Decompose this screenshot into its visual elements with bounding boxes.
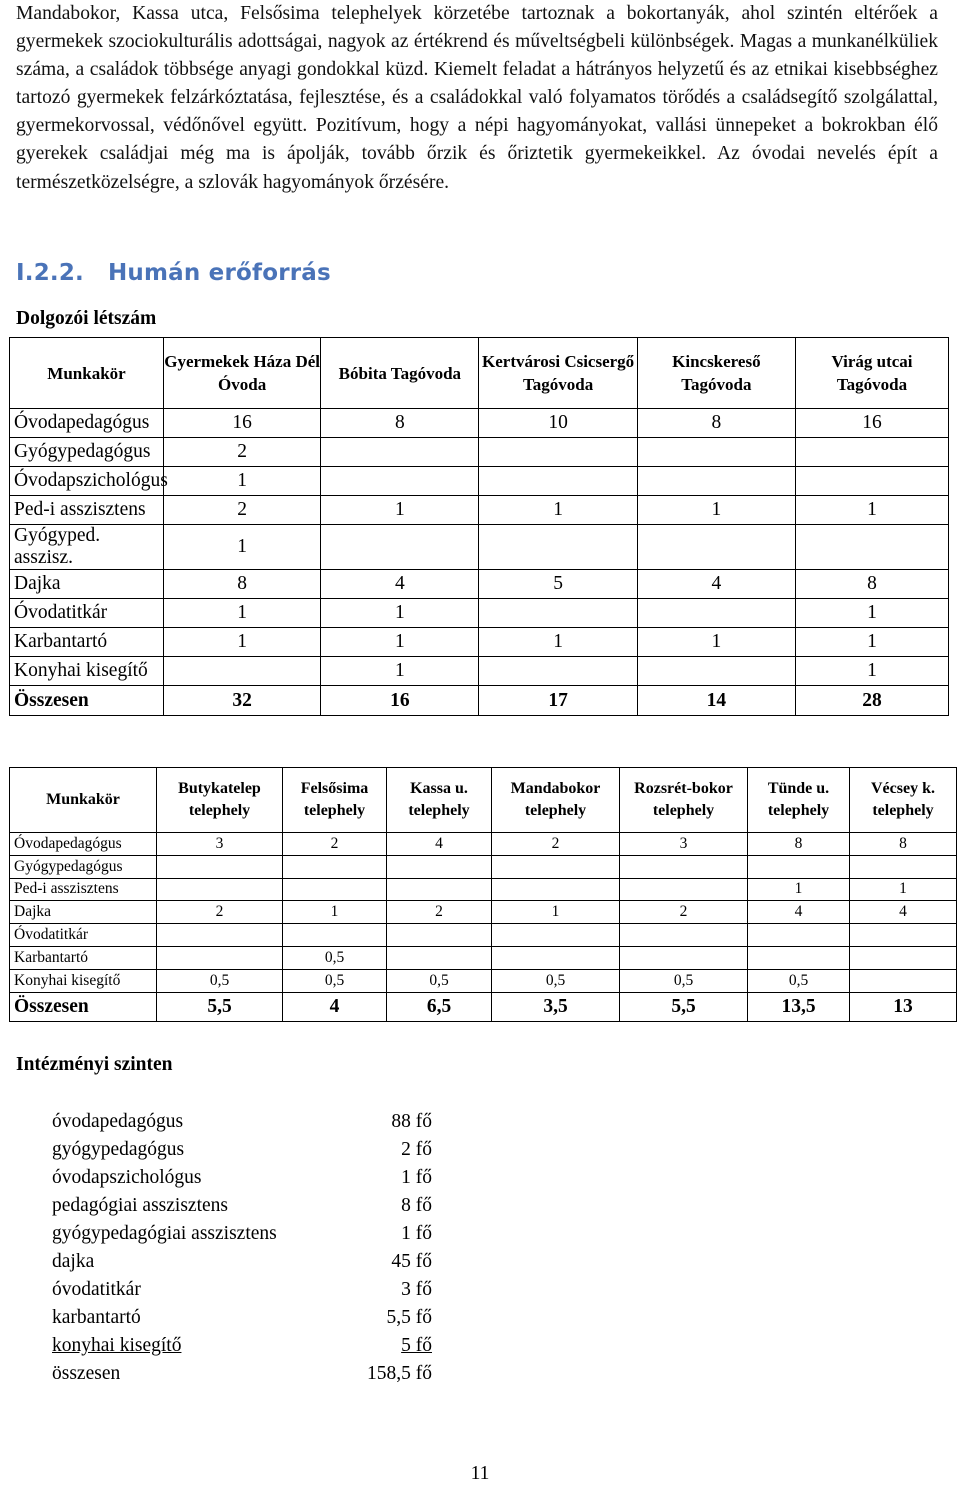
total-cell: 13,5 — [748, 992, 850, 1021]
table-cell: 1 — [164, 467, 321, 496]
table-cell — [637, 467, 795, 496]
table-cell: 8 — [637, 409, 795, 438]
table-cell — [795, 525, 948, 570]
total-cell: 4 — [283, 992, 387, 1021]
item-value: 3 fő — [401, 1279, 432, 1300]
table-row — [10, 438, 949, 467]
table-header-cell: Gyermekek Háza Dél Óvoda — [164, 338, 321, 409]
table-cell: 2 — [164, 496, 321, 525]
table-row — [10, 525, 949, 570]
table-cell — [492, 878, 620, 901]
table-row — [10, 855, 957, 878]
table-cell — [157, 946, 283, 969]
table-row — [10, 467, 949, 496]
table-header-cell: Kincskereső Tagóvoda — [637, 338, 795, 409]
table-cell — [850, 855, 957, 878]
staff-table-sites — [9, 767, 957, 1022]
table-row — [10, 833, 957, 856]
table-cell: 4 — [748, 901, 850, 924]
item-value: 1 fő — [401, 1167, 432, 1188]
table-header-cell: Rozsrét-bokor telephely — [620, 768, 748, 833]
item-label: gyógypedagógiai asszisztens — [52, 1223, 277, 1244]
table-header-cell: Vécsey k. telephely — [850, 768, 957, 833]
row-label: Gyógypedagógus — [10, 438, 164, 467]
table-cell: 4 — [321, 570, 479, 599]
total-cell: 17 — [479, 686, 637, 716]
table-cell — [748, 924, 850, 947]
row-label: Ped-i asszisztens — [10, 878, 157, 901]
table-cell: 16 — [164, 409, 321, 438]
item-value: 158,5 fő — [367, 1363, 432, 1384]
table-header-row — [10, 768, 957, 833]
table-cell: 1 — [637, 628, 795, 657]
row-label: Konyhai kisegítő — [10, 969, 157, 992]
row-label: Óvodapedagógus — [10, 833, 157, 856]
table-header-cell: Bóbita Tagóvoda — [321, 338, 479, 409]
item-label: konyhai kisegítő — [52, 1335, 182, 1356]
intro-paragraph: Mandabokor, Kassa utca, Felsősima telephelyek körzetébe tartoznak a bokortanyák, ahol szintén eltérőek a gyermekek szociokulturális adottságai, nagyok az értékrend és műveltségbeli különbségek. Magas a munkanélküliek száma, a családok többsége anyagi gondokkal küzd. Kiemelt feladat a hátrányos helyzetű és az etnikai kisebbséghez tartozó gyermekek felzárkóztatása, fejlesztése, és a családokkal való folyamatos törődés a családsegítő szolgálattal, gyermekorvossal, védőnővel együtt. Pozitívum, hogy a népi hagyományokat, vallási ünnepeket a bokrokban élő gyerekek családjai még ma is ápolják, tovább őrzik és őriztetik gyermekeikkel. Az óvodai nevelés épít a természetközelségre, a szlovák hagyományok őrzésére. — [16, 3, 938, 193]
total-cell: 13 — [850, 992, 957, 1021]
row-label: Gyógypedagógus — [10, 855, 157, 878]
row-label: Gyógyped. asszisz. — [10, 525, 164, 570]
total-cell: 5,5 — [620, 992, 748, 1021]
table-cell: 8 — [164, 570, 321, 599]
table-cell — [850, 924, 957, 947]
total-cell: 5,5 — [157, 992, 283, 1021]
row-label: Óvodapedagógus — [10, 409, 164, 438]
table-cell: 1 — [795, 496, 948, 525]
item-label: dajka — [52, 1251, 95, 1272]
table-cell: 0,5 — [157, 969, 283, 992]
table-header-cell: Kertvárosi Csicsergő Tagóvoda — [479, 338, 637, 409]
table-cell — [321, 467, 479, 496]
table-cell — [283, 924, 387, 947]
table-row — [10, 878, 957, 901]
table-header-cell: Munkakör — [10, 338, 164, 409]
table-cell — [321, 525, 479, 570]
page-number: 11 — [470, 1463, 490, 1484]
table-cell: 2 — [387, 901, 492, 924]
table-cell: 8 — [748, 833, 850, 856]
item-value: 8 fő — [401, 1195, 432, 1216]
table-cell — [620, 924, 748, 947]
section-title: Humán erőforrás — [107, 260, 331, 286]
table-cell: 1 — [164, 525, 321, 570]
table-cell: 1 — [321, 599, 479, 628]
table-cell — [479, 599, 637, 628]
total-cell: 3,5 — [492, 992, 620, 1021]
table-row — [10, 599, 949, 628]
table-cell — [795, 438, 948, 467]
table-cell — [850, 969, 957, 992]
row-label: Óvodatitkár — [10, 924, 157, 947]
table-cell — [620, 878, 748, 901]
item-value: 5,5 fő — [386, 1307, 432, 1328]
total-cell: 28 — [795, 686, 948, 716]
table-row — [10, 657, 949, 686]
table-cell — [387, 855, 492, 878]
table-cell — [637, 438, 795, 467]
table-header-cell: Butykatelep telephely — [157, 768, 283, 833]
table-cell: 3 — [620, 833, 748, 856]
row-label: Óvodatitkár — [10, 599, 164, 628]
table-cell — [157, 855, 283, 878]
table-cell — [283, 878, 387, 901]
item-value: 2 fő — [401, 1139, 432, 1160]
table-cell: 1 — [321, 496, 479, 525]
staff-table-kindergartens — [9, 337, 949, 716]
table-header-cell: Kassa u. telephely — [387, 768, 492, 833]
total-row — [10, 992, 957, 1021]
table-cell: 1 — [283, 901, 387, 924]
table-cell — [387, 924, 492, 947]
table-header-cell: Virág utcai Tagóvoda — [795, 338, 948, 409]
table-cell: 0,5 — [748, 969, 850, 992]
staff-heading: Dolgozói létszám — [16, 308, 157, 329]
row-label: Karbantartó — [10, 628, 164, 657]
table-cell — [479, 438, 637, 467]
table-cell — [795, 467, 948, 496]
table-cell: 1 — [164, 599, 321, 628]
table-cell: 2 — [164, 438, 321, 467]
table-cell — [492, 855, 620, 878]
table-cell — [387, 878, 492, 901]
table-cell — [492, 946, 620, 969]
table-cell — [492, 924, 620, 947]
table-cell: 1 — [795, 657, 948, 686]
table-cell — [387, 946, 492, 969]
table-header-cell: Mandabokor telephely — [492, 768, 620, 833]
total-cell: 32 — [164, 686, 321, 716]
table-header-row — [10, 338, 949, 409]
table-cell: 0,5 — [387, 969, 492, 992]
table-cell — [283, 855, 387, 878]
table-cell: 4 — [387, 833, 492, 856]
table-cell — [850, 946, 957, 969]
table-header-cell: Munkakör — [10, 768, 157, 833]
table-cell: 2 — [157, 901, 283, 924]
table-cell: 1 — [795, 599, 948, 628]
institutional-title: Intézményi szinten — [16, 1054, 173, 1075]
item-label: karbantartó — [52, 1307, 141, 1328]
row-label: Konyhai kisegítő — [10, 657, 164, 686]
item-label: óvodatitkár — [52, 1279, 141, 1300]
table-cell — [479, 467, 637, 496]
item-value: 5 fő — [401, 1335, 432, 1356]
item-value: 1 fő — [401, 1223, 432, 1244]
table-cell — [157, 878, 283, 901]
table-cell: 3 — [157, 833, 283, 856]
row-label: Karbantartó — [10, 946, 157, 969]
table-row — [10, 901, 957, 924]
table-cell: 1 — [492, 901, 620, 924]
row-label: Dajka — [10, 570, 164, 599]
table-cell — [479, 657, 637, 686]
table-cell: 1 — [637, 496, 795, 525]
table-cell — [157, 924, 283, 947]
item-label: gyógypedagógus — [52, 1139, 185, 1160]
table-cell: 0,5 — [620, 969, 748, 992]
table-cell: 2 — [283, 833, 387, 856]
table-cell: 1 — [748, 878, 850, 901]
item-label: összesen — [52, 1363, 121, 1384]
table-cell: 0,5 — [283, 969, 387, 992]
table-row — [10, 409, 949, 438]
table-cell: 1 — [850, 878, 957, 901]
table-row — [10, 924, 957, 947]
table-row — [10, 628, 949, 657]
total-cell: 6,5 — [387, 992, 492, 1021]
table-cell: 5 — [479, 570, 637, 599]
total-row — [10, 686, 949, 716]
table-cell: 2 — [620, 901, 748, 924]
table-cell: 1 — [795, 628, 948, 657]
table-cell — [748, 946, 850, 969]
total-cell: 16 — [321, 686, 479, 716]
item-value: 45 fő — [391, 1251, 432, 1272]
table-cell: 8 — [321, 409, 479, 438]
table-cell: 2 — [492, 833, 620, 856]
section-number: I.2.2. — [16, 260, 84, 286]
total-label: Összesen — [10, 686, 164, 716]
table-cell — [637, 657, 795, 686]
table-cell: 10 — [479, 409, 637, 438]
item-label: óvodapszichológus — [52, 1167, 202, 1188]
table-cell — [321, 438, 479, 467]
row-label: Dajka — [10, 901, 157, 924]
section-heading — [16, 260, 331, 286]
table-cell: 4 — [637, 570, 795, 599]
table-cell: 1 — [479, 496, 637, 525]
item-value: 88 fő — [391, 1111, 432, 1132]
table-cell: 1 — [164, 628, 321, 657]
table-cell — [620, 855, 748, 878]
table-cell: 8 — [795, 570, 948, 599]
table-cell: 1 — [321, 628, 479, 657]
item-label: pedagógiai asszisztens — [52, 1195, 228, 1216]
table-row — [10, 969, 957, 992]
table-cell — [479, 525, 637, 570]
row-label: Óvodapszichológus — [10, 467, 164, 496]
table-cell — [164, 657, 321, 686]
table-cell: 4 — [850, 901, 957, 924]
table-cell: 8 — [850, 833, 957, 856]
table-cell: 1 — [479, 628, 637, 657]
table-cell: 0,5 — [283, 946, 387, 969]
table-row — [10, 946, 957, 969]
item-label: óvodapedagógus — [52, 1111, 184, 1132]
table-cell — [637, 599, 795, 628]
table-row — [10, 496, 949, 525]
table-row — [10, 570, 949, 599]
total-label: Összesen — [10, 992, 157, 1021]
table-cell: 16 — [795, 409, 948, 438]
table-header-cell: Tünde u. telephely — [748, 768, 850, 833]
table-cell: 1 — [321, 657, 479, 686]
table-cell: 0,5 — [492, 969, 620, 992]
table-cell — [748, 855, 850, 878]
table-cell — [637, 525, 795, 570]
table-cell — [620, 946, 748, 969]
row-label: Ped-i asszisztens — [10, 496, 164, 525]
total-cell: 14 — [637, 686, 795, 716]
table-header-cell: Felsősima telephely — [283, 768, 387, 833]
